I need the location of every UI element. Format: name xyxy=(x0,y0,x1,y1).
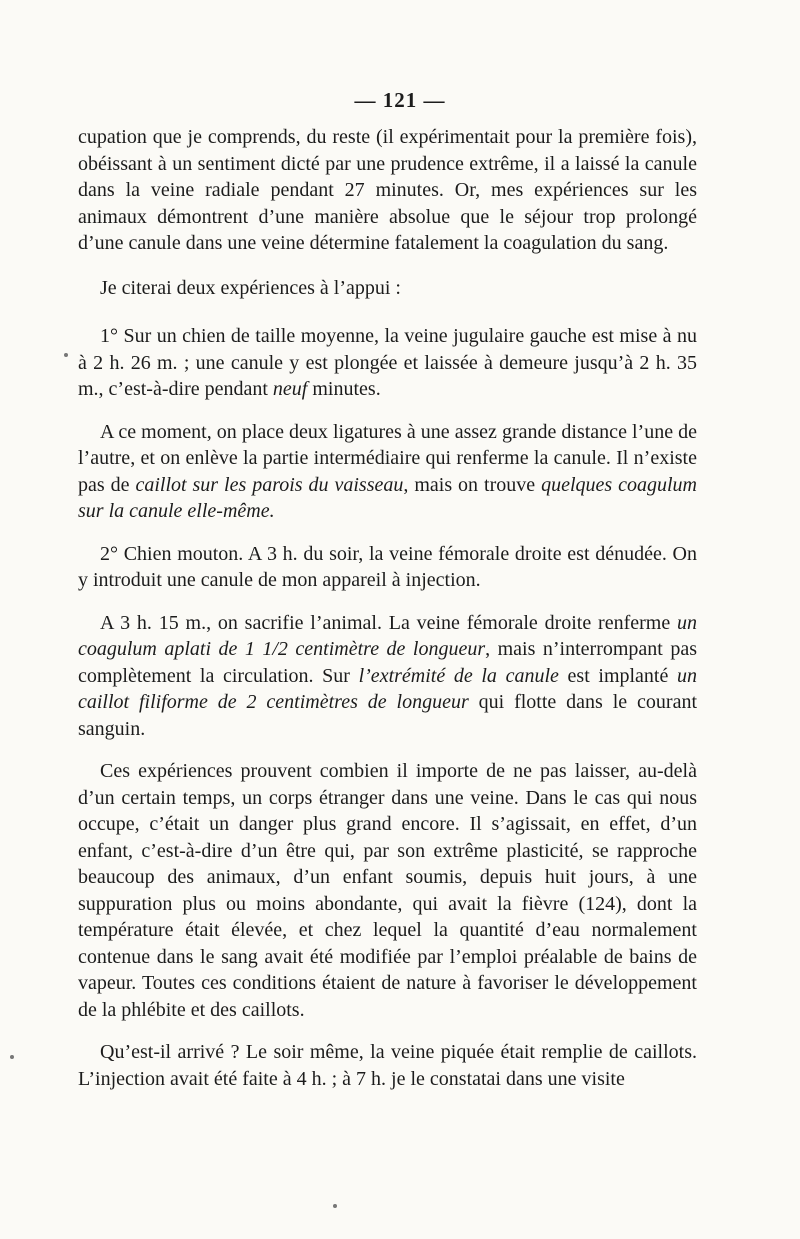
text-run: , mais n’interrompant pas complètement la circulation. Sur xyxy=(78,638,697,687)
paragraph-intro-experiments: Je citerai deux expériences à l’appui : xyxy=(100,276,401,299)
page-number: — 121 — xyxy=(354,88,446,112)
italic-run: caillot sur les parois du vaisseau xyxy=(135,473,404,496)
text-run: minutes. xyxy=(307,378,381,400)
body-text xyxy=(78,124,697,1108)
text-run: A ce moment, on place deux ligatures à une assez grande distance l’une de l’autre, et on enlève la partie intermédiaire qui renferme la canule. Il n’existe pas de xyxy=(78,420,697,496)
italic-run: quelques coagulum sur la canule elle-même. xyxy=(78,473,697,522)
text-run: est implanté xyxy=(558,664,678,687)
italic-run: l’extrémité de la canule xyxy=(358,664,559,687)
italic-run: un coagulum aplati de 1 1/2 centimètre de longueur xyxy=(78,611,697,660)
paragraph-conclusion: Ces expériences prouvent combien il importe de ne pas laisser, au-delà d’un certain temps, un corps étranger dans une veine. Dans le cas qui nous occupe, c’était un danger plus grand encore. Il s’agissait, en effet, d’un enfant, c’est-à-dire d’un être qui, par son extrême plasticité, se rapproche beaucoup des animaux, d’un enfant soumis, depuis huit jours, à une suppuration plus ou moins abondante, qui avait la fièvre (124), dont la température était élevée, et chez lequel la quantité d’eau normalement contenue dans le sang avait été modifiée par l’emploi préalable de bains de vapeur. Toutes ces conditions étaient de nature à favoriser le développement de la phlébite et des caillots. xyxy=(78,760,697,1021)
italic-run: un caillot filiforme de 2 centimètres de longueur xyxy=(78,664,698,713)
paper-speck xyxy=(64,353,68,357)
text-run: , mais on trouve xyxy=(403,473,542,496)
italic-run: neuf xyxy=(272,378,308,400)
text-run: qui flotte dans le courant sanguin. xyxy=(78,691,698,740)
paragraph-experiment-2: 2° Chien mouton. A 3 h. du soir, la veine fémorale droite est dénudée. On y introduit une canule de mon appareil à injection. xyxy=(78,542,697,591)
paragraph-what-happened: Qu’est-il arrivé ? Le soir même, la veine piquée était remplie de caillots. L’injection avait été faite à 4 h. ; à 7 h. je le constatai dans une visite xyxy=(78,1041,697,1090)
paper-speck xyxy=(333,1204,337,1208)
paragraph-experiment-1 xyxy=(78,323,697,403)
paragraph-experiment-2-result xyxy=(78,610,697,743)
text-run: 1° Sur un chien de taille moyenne, la veine jugulaire gauche est mise à nu à 2 h. 26 m. ; une canule y est plongée et laissée à demeure jusqu’à 2 h. 35 m., c’est-à-dire pendant xyxy=(78,325,697,400)
paper-speck xyxy=(10,1055,14,1059)
paragraph-experiment-1-result xyxy=(78,419,697,525)
text-run: A 3 h. 15 m., on sacrifie l’animal. La veine fémorale droite renferme xyxy=(100,611,677,634)
paragraph-continuation: cupation que je comprends, du reste (il expérimentait pour la première fois), obéissant à un sentiment dicté par une prudence extrême, il a laissé la canule dans la veine radiale pendant 27 minutes. Or, mes expériences sur les animaux démontrent d’une manière absolue que le séjour trop prolongé d’une canule dans une veine détermine fatalement la coagulation du sang. xyxy=(78,126,697,254)
